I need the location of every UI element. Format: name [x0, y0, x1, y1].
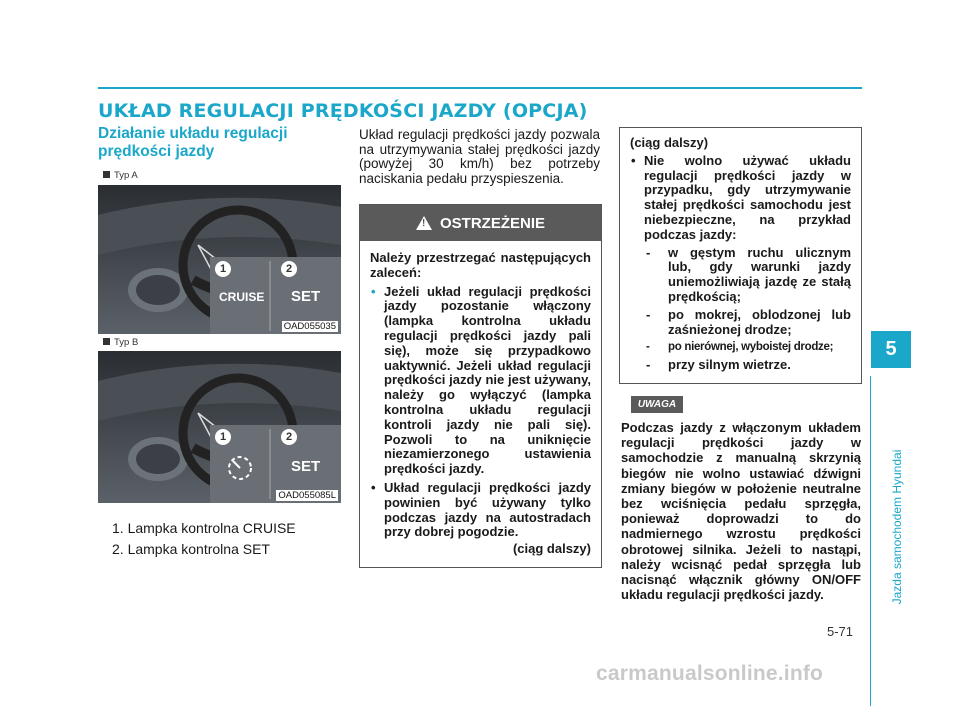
warning-header	[360, 205, 601, 241]
caption-item: 2. Lampka kontrolna SET	[112, 541, 270, 557]
figure-a-label	[103, 170, 138, 181]
continued-warning-box	[619, 127, 862, 384]
callout-2-badge: 2	[281, 429, 297, 445]
continued-body	[620, 128, 861, 373]
section-title: UKŁAD REGULACJI PRĘDKOŚCI JAZDY (OPCJA)	[98, 100, 588, 122]
warning-box	[359, 204, 602, 568]
continued-dash-item: - po mokrej, oblodzonej lub zaśnieżonej drodze;	[644, 308, 851, 338]
top-rule	[98, 87, 862, 89]
body-paragraph: Układ regulacji prędkości jazdy pozwala na utrzymywania stałej prędkości jazdy (powyżej 30 km/h) bez potrzeby naciskania pedału przyspieszenia.	[359, 127, 600, 186]
figure-a-code: OAD055035	[283, 321, 336, 332]
warning-bullet: • Jeżeli układ regulacji prędkości jazdy pozostanie włączony (lampka kontrolna układu regulacji prędkości jazdy pali się), może się przypadkowo uaktywnić. Jeżeli układ regulacji prędkości jazdy nie jest używany, należy go wyłączyć (lampka kontrolna układu regulacji kontroli jazdy nie pali się). Pozwoli to na uniknięcie niezamierzonego ustawienia prędkości jazdy.	[370, 285, 591, 477]
watermark: carmanualsonline.info	[596, 662, 824, 685]
warning-bullet: • Układ regulacji prędkości jazdy powinien być używany tylko podczas jazdy na autostradach przy dobrej pogodzie.	[370, 481, 591, 540]
dashboard-illustration-b	[98, 351, 341, 503]
callout-1-badge: 1	[215, 429, 231, 445]
note-text: Podczas jazdy z włączonym układem regulacji prędkości jazdy w samochodzie z manualną skrzynią biegów nie wolno ustawiać dźwigni zmiany biegów w położenie neutralne bez wciśnięcia pedału sprzęgła, ponieważ doprowadzi to do nadmiernego wzrostu prędkości obrotowej silnika. Jeżeli to nastąpi, należy wcisnąć pedał sprzęgła lub nacisnąć włącznik główny ON/OFF układu regulacji prędkości jazdy.	[621, 420, 861, 603]
page-number: 5-71	[827, 624, 854, 639]
square-bullet-icon	[103, 171, 110, 178]
cruise-indicator-text: CRUISE	[219, 290, 265, 304]
warning-intro: Należy przestrzegać następujących zaleceń:	[370, 250, 591, 280]
warning-title: OSTRZEŻENIE	[439, 214, 545, 232]
caption-list	[112, 518, 296, 560]
continued-dash-item: - przy silnym wietrze.	[644, 358, 851, 373]
figure-b-label	[103, 337, 138, 348]
warning-triangle-icon	[416, 216, 432, 230]
figure-b-label-text: Typ B	[114, 337, 139, 348]
figure-b-code: OAD055085L	[278, 490, 336, 501]
figure-a-label-text: Typ A	[114, 170, 138, 181]
warning-body	[360, 241, 601, 557]
note-badge: UWAGA	[631, 396, 683, 413]
callout-1-badge: 1	[215, 261, 231, 277]
dashboard-illustration-a	[98, 185, 341, 334]
continued-dash-item: - po nierównej, wyboistej drodze;	[644, 340, 851, 355]
subheading: Działanie układu regulacji prędkości jazdy	[98, 125, 288, 160]
set-indicator-text: SET	[291, 458, 321, 475]
figure-a	[98, 185, 341, 334]
figure-b	[98, 351, 341, 503]
continued-dash-item: - w gęstym ruchu ulicznym lub, gdy warunki jazdy uniemożliwiają jazdę ze stałą prędkością;	[644, 246, 851, 305]
chapter-tab: 5	[871, 331, 911, 368]
chapter-title: Jazda samochodem Hyundai	[890, 449, 904, 605]
continued-bullet: • Nie wolno używać układu regulacji prędkości jazdy w przypadku, gdy utrzymywanie stałej prędkości samochodu jest niebezpieczne, na przykład podczas jazdy:	[630, 154, 851, 243]
callout-2-badge: 2	[281, 261, 297, 277]
continued-heading: (ciąg dalszy)	[630, 135, 709, 150]
set-indicator-text: SET	[291, 288, 321, 305]
caption-item: 1. Lampka kontrolna CRUISE	[112, 520, 296, 536]
continued-label: (ciąg dalszy)	[512, 541, 591, 557]
square-bullet-icon	[103, 338, 110, 345]
